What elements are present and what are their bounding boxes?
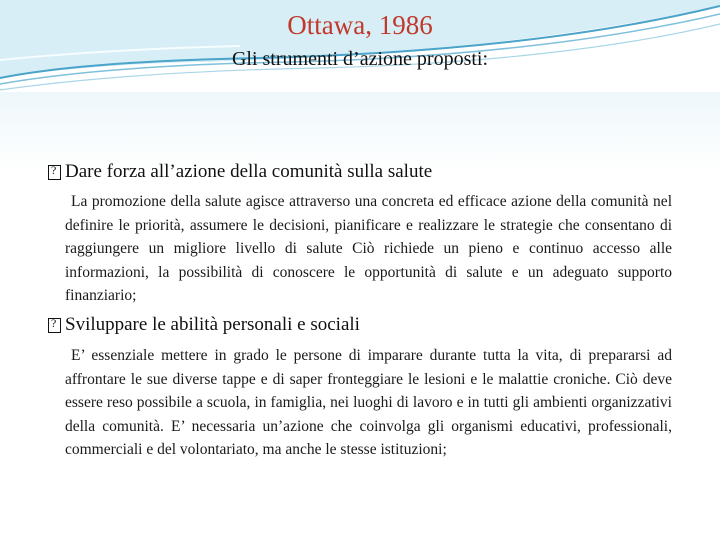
section-body-1 — [65, 190, 672, 308]
section-heading-2 — [48, 314, 360, 336]
section-body-2-text: E’ essenziale mettere in grado le persone di imparare durante tutta la vita, di prepararsi ad affrontare le sue diverse tappe e di saper fronteggiare le lesioni e le malattie croniche. Ciò deve essere reso possibile a scuola, in famiglia, nei luoghi di lavoro e in tutti gli ambienti organizzativi della comunità. E’ necessaria un’azione che coinvolga gli organismi educativi, professionali, commerciali e del volontariato, ma anche le stesse istituzioni; — [65, 347, 672, 458]
section-heading-1 — [48, 161, 432, 183]
missing-glyph-bullet-icon — [48, 165, 61, 180]
slide-title: Ottawa, 1986 — [287, 10, 433, 40]
section-heading-2-text: Sviluppare le abilità personali e sociali — [65, 314, 360, 335]
section-body-2 — [65, 344, 672, 462]
missing-glyph-bullet-icon — [48, 318, 61, 333]
section-body-1-text: La promozione della salute agisce attraverso una concreta ed efficace azione della comunità nel definire le priorità, assumere le decisioni, pianificare e realizzare le strategie che consentano di raggiungere un migliore livello di salute Ciò richiede un pieno e continuo accesso alle informazioni, la possibilità di conoscere le opportunità di salute e un adeguato supporto finanziario; — [65, 193, 672, 304]
slide-subtitle: Gli strumenti d’azione proposti: — [231, 48, 489, 70]
section-heading-1-text: Dare forza all’azione della comunità sulla salute — [65, 161, 433, 182]
